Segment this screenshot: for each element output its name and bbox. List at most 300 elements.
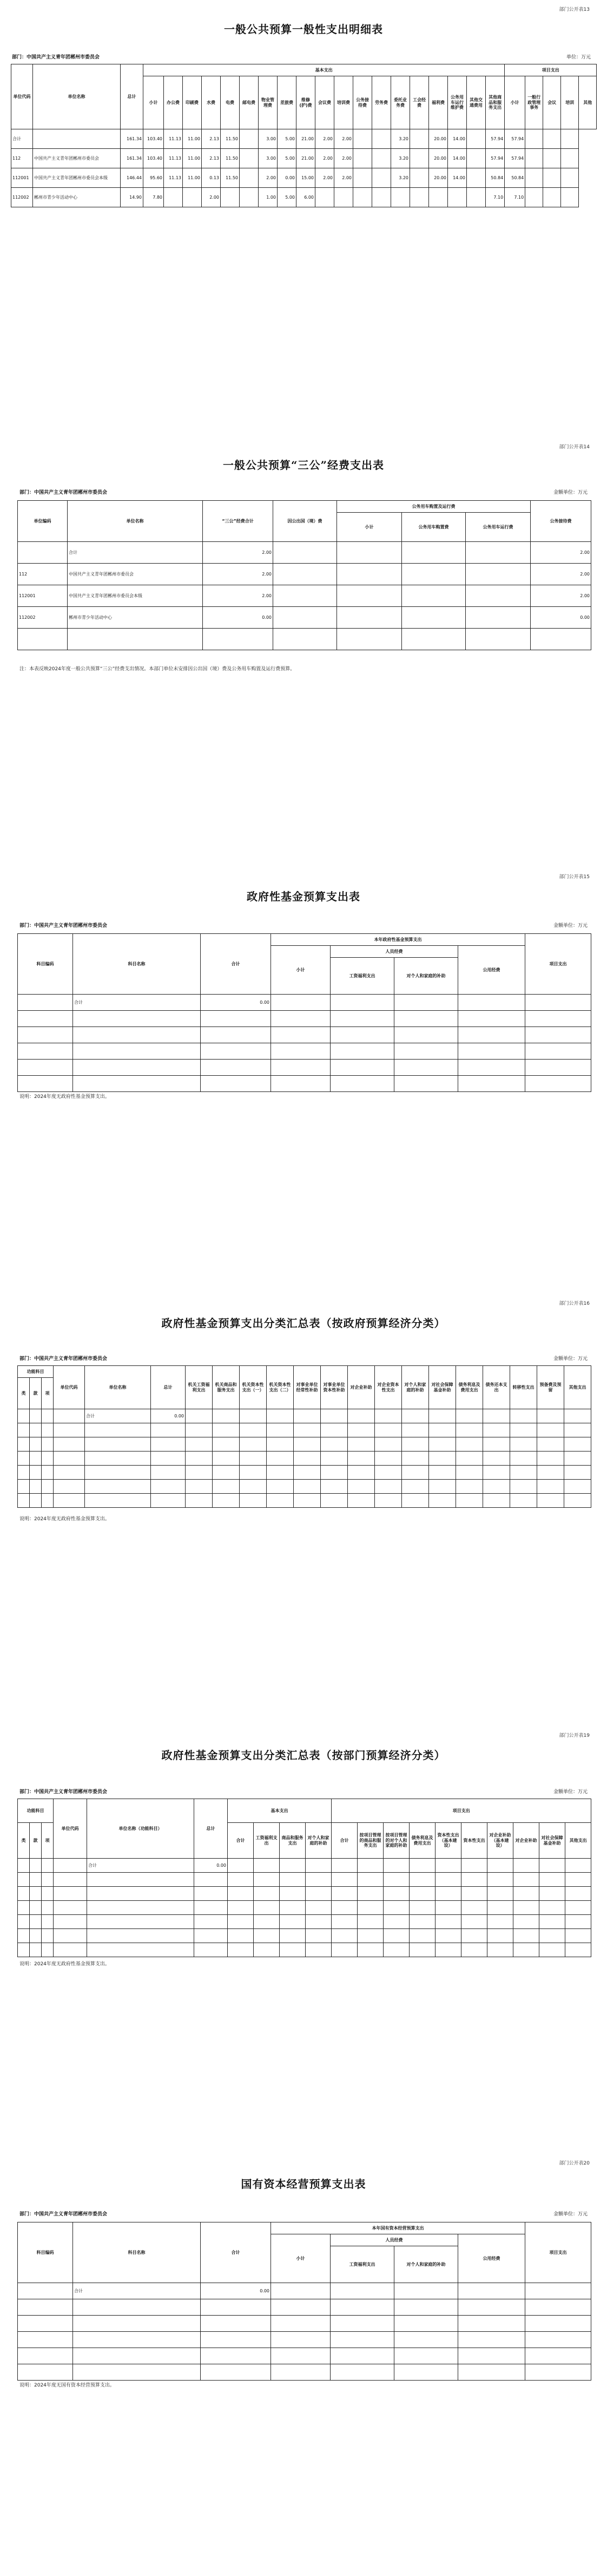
empty-cell <box>565 1943 591 1957</box>
unit-label: 金额单位：万元 <box>553 1789 588 1795</box>
empty-cell <box>18 1437 30 1452</box>
empty-cell <box>483 1494 510 1508</box>
table-cell: 21.00 <box>296 149 315 168</box>
table-cell <box>402 585 466 607</box>
table-cell: 112 <box>11 149 33 168</box>
header-cell: 电费 <box>221 76 240 129</box>
table-cell: 3.20 <box>391 129 410 149</box>
empty-cell <box>331 1076 394 1092</box>
empty-cell <box>54 1929 87 1943</box>
table-cell <box>372 188 391 207</box>
table-cell <box>525 2283 591 2299</box>
empty-cell <box>280 1887 306 1901</box>
table-cell: 0.00 <box>201 995 271 1011</box>
empty-cell <box>564 1480 591 1494</box>
table-note: 注：本表反映2024年度一般公共预算“三公”经费支出情况。本部门单位未安排因公出国（境）费及公务用车购置及运行费预算。 <box>19 666 295 672</box>
table-cell: 14.90 <box>121 188 143 207</box>
empty-cell <box>513 1887 539 1901</box>
blank-row <box>18 2348 591 2364</box>
header-cell: 机关商品和服务支出 <box>213 1366 240 1409</box>
empty-cell <box>228 1943 254 1957</box>
header-cell: 对个人和家庭的补助 <box>402 1366 429 1409</box>
table-cell <box>372 168 391 188</box>
page-tag: 部门公开表19 <box>559 1733 590 1738</box>
table-cell: 0.00 <box>151 1409 186 1423</box>
empty-cell <box>565 1873 591 1887</box>
empty-cell <box>18 1901 30 1915</box>
table-cell <box>337 542 402 564</box>
empty-cell <box>151 1423 186 1437</box>
empty-cell <box>513 1901 539 1915</box>
empty-cell <box>30 1901 42 1915</box>
empty-cell <box>18 1929 30 1943</box>
empty-cell <box>321 1480 348 1494</box>
empty-cell <box>228 1929 254 1943</box>
empty-cell <box>537 1423 564 1437</box>
table-cell <box>410 149 429 168</box>
blank-row <box>18 1076 591 1092</box>
table-cell: 95.60 <box>143 168 164 188</box>
department-label: 部门：中国共产主义青年团郴州市委员会 <box>19 923 108 929</box>
header-cell: 工资福利支出 <box>331 2246 394 2283</box>
state-capital-table <box>17 2222 591 2381</box>
sheet-general-expenditure <box>0 0 607 444</box>
table-cell <box>391 188 410 207</box>
header-cell: 债务利息及费用支出 <box>410 1823 436 1859</box>
empty-cell <box>186 1466 213 1480</box>
blank-row <box>18 1011 591 1027</box>
table-cell <box>18 2283 73 2299</box>
header-cell: 单位名称（功能科目） <box>87 1799 194 1859</box>
empty-cell <box>525 1011 591 1027</box>
table-cell: 7.10 <box>486 188 505 207</box>
table-cell <box>271 2283 331 2299</box>
empty-cell <box>271 2332 331 2348</box>
empty-cell <box>348 1494 375 1508</box>
table-cell: 合计 <box>85 1409 151 1423</box>
empty-cell <box>186 1480 213 1494</box>
table-cell <box>18 1409 30 1423</box>
table-cell: 57.94 <box>505 149 525 168</box>
table-cell: 103.40 <box>143 149 164 168</box>
empty-cell <box>458 1043 525 1060</box>
empty-cell <box>321 1466 348 1480</box>
empty-cell <box>331 1060 394 1076</box>
empty-cell <box>384 1929 410 1943</box>
empty-cell <box>87 1901 194 1915</box>
table-cell <box>466 564 531 585</box>
empty-cell <box>525 1060 591 1076</box>
table-cell <box>402 564 466 585</box>
table-cell <box>448 188 467 207</box>
table-cell: 50.84 <box>486 168 505 188</box>
department-label: 部门：中国共产主义青年团郴州市委员会 <box>19 1789 108 1795</box>
empty-cell <box>331 2299 394 2316</box>
table-row <box>18 2283 591 2299</box>
empty-cell <box>402 1452 429 1466</box>
empty-cell <box>54 1437 85 1452</box>
empty-cell <box>42 1929 54 1943</box>
table-cell <box>467 149 486 168</box>
header-cell: 委托业务费 <box>391 76 410 129</box>
header-cell: 公用经费 <box>458 946 525 995</box>
header-cell: 功能科目 <box>18 1799 54 1823</box>
empty-cell <box>402 1437 429 1452</box>
empty-cell <box>201 2364 271 2381</box>
empty-cell <box>18 2299 73 2316</box>
empty-cell <box>331 1027 394 1043</box>
header-cell: 工会经费 <box>410 76 429 129</box>
header-cell: 资本性支出（基本建设） <box>436 1823 461 1859</box>
header-cell: 本年国有资本经营预算支出 <box>271 2222 525 2234</box>
empty-cell <box>337 629 402 650</box>
table-cell <box>384 1859 410 1873</box>
table-cell <box>331 995 394 1011</box>
empty-cell <box>213 1466 240 1480</box>
header-cell: 合计 <box>228 1823 254 1859</box>
table-cell: 郴州市青少年活动中心 <box>68 607 203 629</box>
empty-cell <box>271 1060 331 1076</box>
empty-cell <box>54 1423 85 1437</box>
table-cell <box>543 129 561 149</box>
empty-cell <box>394 1076 458 1092</box>
empty-cell <box>254 1873 280 1887</box>
empty-cell <box>186 1494 213 1508</box>
empty-cell <box>513 1929 539 1943</box>
header-cell: 项 <box>42 1823 54 1859</box>
empty-cell <box>201 2348 271 2364</box>
header-cell: 其他商品和服务支出 <box>486 76 505 129</box>
empty-cell <box>294 1480 321 1494</box>
empty-cell <box>375 1466 402 1480</box>
header-cell: 单位名称 <box>68 501 203 542</box>
table-row <box>18 1859 591 1873</box>
header-cell: 会议 <box>543 76 561 129</box>
header-row <box>18 501 591 513</box>
empty-cell <box>267 1423 294 1437</box>
page-tag: 部门公开表13 <box>559 7 590 12</box>
empty-cell <box>42 1943 54 1957</box>
empty-cell <box>30 1929 42 1943</box>
empty-cell <box>294 1466 321 1480</box>
empty-cell <box>267 1480 294 1494</box>
header-cell: 按项目管理的对个人和家庭的补助 <box>384 1823 410 1859</box>
empty-cell <box>87 1873 194 1887</box>
table-cell: 3.20 <box>391 149 410 168</box>
table-cell <box>273 585 337 607</box>
empty-cell <box>294 1494 321 1508</box>
table-cell <box>337 564 402 585</box>
empty-cell <box>487 1887 513 1901</box>
empty-cell <box>394 2299 458 2316</box>
table-cell: 112001 <box>11 168 33 188</box>
table-cell <box>334 188 353 207</box>
empty-cell <box>513 1915 539 1929</box>
empty-cell <box>375 1437 402 1452</box>
table-cell <box>458 995 525 1011</box>
empty-cell <box>254 1915 280 1929</box>
empty-cell <box>18 1466 30 1480</box>
empty-cell <box>539 1887 565 1901</box>
empty-cell <box>73 2299 201 2316</box>
header-cell: 公务接待费 <box>531 501 591 542</box>
blank-row <box>18 1915 591 1929</box>
empty-cell <box>267 1466 294 1480</box>
header-cell: 单位编码 <box>18 501 68 542</box>
header-cell: 公务用车购置及运行费 <box>337 501 531 513</box>
empty-cell <box>429 1466 456 1480</box>
table-cell: 2.00 <box>202 188 221 207</box>
empty-cell <box>525 2348 591 2364</box>
table-cell: 5.00 <box>278 188 296 207</box>
table-cell <box>410 168 429 188</box>
empty-cell <box>201 2332 271 2348</box>
table-cell <box>394 995 458 1011</box>
empty-cell <box>73 2316 201 2332</box>
empty-cell <box>30 1466 42 1480</box>
header-cell: 机关资本性支出（二） <box>267 1366 294 1409</box>
empty-cell <box>429 1437 456 1452</box>
table-row <box>11 168 597 188</box>
empty-cell <box>565 1915 591 1929</box>
table-cell: 2.13 <box>202 149 221 168</box>
empty-cell <box>228 1901 254 1915</box>
header-cell: 总计 <box>194 1799 228 1859</box>
table-cell <box>525 168 543 188</box>
department-label: 部门：中国共产主义青年团郴州市委员会 <box>12 55 100 60</box>
empty-cell <box>30 1480 42 1494</box>
table-cell: 112 <box>18 564 68 585</box>
empty-cell <box>30 1423 42 1437</box>
empty-cell <box>271 1027 331 1043</box>
table-row <box>18 1409 591 1423</box>
table-cell <box>513 1859 539 1873</box>
table-cell <box>561 149 579 168</box>
empty-cell <box>394 2332 458 2348</box>
empty-cell <box>30 1452 42 1466</box>
empty-cell <box>271 1076 331 1092</box>
table-cell: 112002 <box>11 188 33 207</box>
empty-cell <box>240 1466 267 1480</box>
empty-cell <box>537 1452 564 1466</box>
table-cell <box>240 168 259 188</box>
table-cell: 14.00 <box>448 168 467 188</box>
table-title: 一般公共预算“三公”经费支出表 <box>222 459 384 472</box>
table-cell: 合计 <box>68 542 203 564</box>
table-cell <box>561 168 579 188</box>
empty-cell <box>294 1452 321 1466</box>
unit-label: 金额单位：万元 <box>553 1356 588 1362</box>
table-cell: 5.00 <box>278 149 296 168</box>
empty-cell <box>483 1437 510 1452</box>
table-cell <box>466 585 531 607</box>
empty-cell <box>394 2348 458 2364</box>
empty-cell <box>213 1437 240 1452</box>
blank-row <box>18 1437 591 1452</box>
header-cell: 对个人和家庭的补助 <box>394 2246 458 2283</box>
blank-row <box>18 1943 591 1957</box>
empty-cell <box>565 1929 591 1943</box>
header-cell: 差旅费 <box>278 76 296 129</box>
table-cell: 20.00 <box>429 129 448 149</box>
empty-cell <box>280 1873 306 1887</box>
empty-cell <box>87 1915 194 1929</box>
empty-cell <box>321 1452 348 1466</box>
table-cell: 合计 <box>11 129 33 149</box>
empty-cell <box>194 1887 228 1901</box>
table-cell: 50.84 <box>505 168 525 188</box>
header-cell: 项目支出 <box>332 1799 591 1823</box>
table-cell <box>254 1859 280 1873</box>
empty-cell <box>18 1060 73 1076</box>
table-cell <box>394 2283 458 2299</box>
header-cell: 科目名称 <box>73 934 201 995</box>
empty-cell <box>30 1494 42 1508</box>
empty-cell <box>564 1452 591 1466</box>
empty-cell <box>332 1943 358 1957</box>
header-row <box>18 934 591 946</box>
table-cell: 2.00 <box>315 168 334 188</box>
table-cell <box>273 542 337 564</box>
empty-cell <box>332 1873 358 1887</box>
table-row <box>11 149 597 168</box>
header-cell: 单位代码 <box>54 1366 85 1409</box>
empty-cell <box>332 1901 358 1915</box>
empty-cell <box>273 629 337 650</box>
empty-cell <box>456 1437 483 1452</box>
table-cell <box>429 188 448 207</box>
table-cell: 14.00 <box>448 149 467 168</box>
empty-cell <box>402 1480 429 1494</box>
table-note: 说明：2024年度无政府性基金预算支出。 <box>19 1516 110 1522</box>
table-cell <box>436 1859 461 1873</box>
empty-cell <box>151 1452 186 1466</box>
empty-cell <box>85 1480 151 1494</box>
empty-cell <box>483 1466 510 1480</box>
empty-cell <box>461 1929 487 1943</box>
header-cell: 机关资本性支出（一） <box>240 1366 267 1409</box>
empty-cell <box>375 1480 402 1494</box>
table-row <box>18 564 591 585</box>
empty-cell <box>458 1076 525 1092</box>
table-cell: 21.00 <box>296 129 315 149</box>
table-row <box>18 585 591 607</box>
empty-cell <box>42 1873 54 1887</box>
empty-cell <box>18 1043 73 1060</box>
empty-cell <box>240 1452 267 1466</box>
empty-cell <box>456 1452 483 1466</box>
table-cell <box>240 1409 267 1423</box>
table-cell: 2.13 <box>202 129 221 149</box>
table-cell <box>54 1409 85 1423</box>
table-cell: 2.00 <box>531 542 591 564</box>
header-cell: 小计 <box>143 76 164 129</box>
table-cell: 11.50 <box>221 129 240 149</box>
header-cell: 本年政府性基金预算支出 <box>271 934 525 946</box>
table-cell <box>30 1409 42 1423</box>
table-cell: 2.00 <box>334 149 353 168</box>
empty-cell <box>73 1060 201 1076</box>
header-cell: 工资福利支出 <box>331 958 394 995</box>
empty-cell <box>240 1423 267 1437</box>
header-cell: 总计 <box>121 64 143 129</box>
empty-cell <box>18 1887 30 1901</box>
table-cell <box>353 129 372 149</box>
empty-cell <box>429 1452 456 1466</box>
empty-cell <box>525 2364 591 2381</box>
empty-cell <box>186 1423 213 1437</box>
empty-cell <box>321 1437 348 1452</box>
department-label: 部门：中国共产主义青年团郴州市委员会 <box>19 2212 108 2217</box>
header-cell: 项目支出 <box>525 2222 591 2283</box>
table-cell <box>337 607 402 629</box>
empty-cell <box>280 1901 306 1915</box>
header-row <box>18 1799 591 1811</box>
empty-cell <box>54 1452 85 1466</box>
header-cell: 资本性支出 <box>461 1823 487 1859</box>
table-cell <box>539 1859 565 1873</box>
header-cell: 项目支出 <box>525 934 591 995</box>
header-cell: 对个人和家庭的补助 <box>306 1823 332 1859</box>
empty-cell <box>42 1423 54 1437</box>
empty-cell <box>487 1915 513 1929</box>
empty-cell <box>429 1494 456 1508</box>
empty-cell <box>85 1437 151 1452</box>
empty-cell <box>194 1915 228 1929</box>
table-cell <box>543 188 561 207</box>
table-cell <box>221 188 240 207</box>
empty-cell <box>201 2316 271 2332</box>
empty-cell <box>271 2364 331 2381</box>
table-cell: 中国共产主义青年团郴州市委员会 <box>68 564 203 585</box>
empty-cell <box>18 1873 30 1887</box>
empty-cell <box>18 2332 73 2348</box>
empty-cell <box>483 1452 510 1466</box>
table-cell: 161.34 <box>121 149 143 168</box>
table-cell: 112002 <box>18 607 68 629</box>
empty-cell <box>525 2332 591 2348</box>
empty-cell <box>228 1887 254 1901</box>
table-cell: 0.13 <box>202 168 221 188</box>
empty-cell <box>510 1480 537 1494</box>
table-cell: 合计 <box>73 995 201 1011</box>
header-cell: 培训 <box>561 76 579 129</box>
empty-cell <box>564 1423 591 1437</box>
empty-cell <box>358 1929 384 1943</box>
table-cell: 11.00 <box>183 168 202 188</box>
empty-cell <box>213 1452 240 1466</box>
empty-cell <box>85 1466 151 1480</box>
header-cell: 印刷费 <box>183 76 202 129</box>
empty-cell <box>151 1437 186 1452</box>
empty-cell <box>394 1060 458 1076</box>
table-cell: 7.80 <box>143 188 164 207</box>
table-cell <box>42 1409 54 1423</box>
empty-cell <box>537 1437 564 1452</box>
empty-cell <box>348 1423 375 1437</box>
empty-cell <box>331 2348 394 2364</box>
header-cell: 公用经费 <box>458 2234 525 2283</box>
empty-cell <box>321 1494 348 1508</box>
empty-cell <box>487 1929 513 1943</box>
table-cell <box>537 1409 564 1423</box>
table-cell: 2.00 <box>315 129 334 149</box>
blank-row <box>18 629 591 650</box>
table-cell <box>30 1859 42 1873</box>
table-cell: 20.00 <box>429 168 448 188</box>
header-cell: 单位名称 <box>85 1366 151 1409</box>
empty-cell <box>151 1480 186 1494</box>
